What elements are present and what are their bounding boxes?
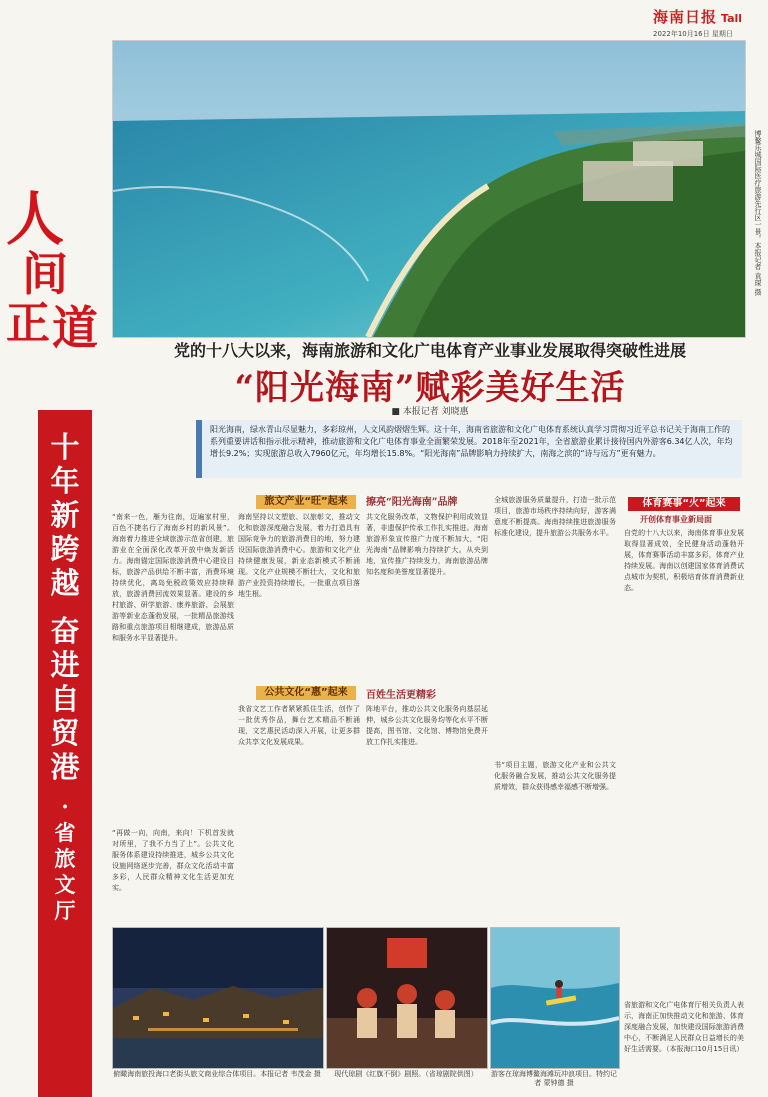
- edition-tag: Tall: [721, 12, 743, 25]
- article-col-9: 书“项目主题，旅游文化产业和公共文化服务融合发展，推动公共文化服务提质增效，群众获得感幸福感不断增强。: [494, 761, 616, 791]
- lead-paragraph: 阳光海南，绿水青山尽显魅力，多彩琼州，人文风韵熠熠生辉。这十年，海南省旅游和文化广电体育系统认真学习贯彻习近平总书记关于海南工作的系列重要讲话和指示批示精神，推动旅游和文化广电体育事业全面繁荣发展。2018年至2021年，全省旅游业累计接待国内外游客6.34亿人次，年均增长9.2%；实现旅游总收入7960亿元，年均增长15.8%。“阳光海南”品牌影响力持续扩大，南海之滨的“诗与远方”更有魅力。: [196, 420, 742, 478]
- photo-caption-1: 俯瞰海南旅投海口老街头旅文商业综合体项目。本报记者 韦茂金 摄: [113, 1070, 321, 1078]
- article-col-5: 自党的十八大以来，海南体育事业发展取得显著成效，全民健身活动蓬勃开展，体育赛事活动丰富多彩，体育产业持续发展。海南以创建国家体育消费试点城市为契机，积极培育体育消费新业态。: [624, 529, 744, 592]
- article-col-3: 共文化服务改革，文物保护利用成效显著，非遗保护传承工作扎实推进。海南旅游形象宣传推广力度不断加大，“阳光海南”品牌影响力持续扩大。从央到地，宣传推广持续发力，海南旅游品牌知名度和美誉度显著提升。: [366, 513, 488, 576]
- article-col-2: 海南坚持以文塑旅、以旅彰文，推动文化和旅游深度融合发展，着力打造具有国际竞争力的旅游消费目的地，努力建设国际旅游消费中心。旅游和文化产业持续健康发展，新业态新模式不断涌现。文化产业规模不断壮大，文化和旅游产业投资持续增长，一批重点项目落地生根。: [238, 513, 360, 598]
- series-line-3: · 省 旅 文 厅: [54, 794, 76, 923]
- photo-opera: [326, 927, 488, 1069]
- photo-caption-2: 现代琼剧《红旗不倒》剧照。（省琼剧院供图）: [334, 1070, 478, 1078]
- section-header-sports: 体育赛事“火”起来: [628, 497, 740, 511]
- article-col-8: 阵地平台，推动公共文化服务向基层延伸，城乡公共文化服务均等化水平不断提高，图书馆、文化馆、博物馆免费开放工作扎实推进。: [366, 705, 488, 746]
- brand-char-4: 道: [52, 301, 98, 355]
- section-header-life: 百姓生活更精彩: [366, 690, 436, 701]
- article-col-10: 省旅游和文化广电体育厅相关负责人表示，海南正加快推动文化和旅游、体育深度融合发展，加快建设国际旅游消费中心，不断满足人民群众日益增长的美好生活需要。（本报海口10月15日讯）: [624, 1001, 744, 1053]
- article-col-1: “南来一色，雁为往南，迈遍家村里，百色不捷名行了海南乡村的新风景”。海南着力推进全域旅游示范省创建，旅游业在全面深化改革开放中焕发新活力。海南锚定国际旅游消费中心建设目标，旅游产品供给不断丰富，消费环境持续优化，离岛免税政策效应持续释放，旅游消费回流效果显著。建设的乡村旅游、研学旅游、康养旅游、会展旅游等新业态蓬勃发展，一批精品旅游线路和重点旅游项目相继建成，旅游品质和服务水平显著提升。: [112, 513, 234, 642]
- issue-date: 2022年10月16日 星期日: [653, 30, 733, 38]
- series-line-2: 奋 进 自 贸 港: [50, 614, 80, 784]
- photo-surfing: [490, 927, 620, 1069]
- section-header-public-culture: 公共文化“惠”起来: [256, 686, 356, 700]
- subheadline: 党的十八大以来，海南旅游和文化广电体育产业事业发展取得突破性进展: [173, 341, 686, 360]
- masthead: [653, 6, 763, 40]
- photo-caption-3: 游客在琼海博鳌海滩玩冲浪项目。特约记者 蒙钟德 摄: [491, 1070, 617, 1087]
- headline: “阳光海南”赋彩美好生活: [234, 368, 626, 408]
- paper-name: 海南日报: [653, 8, 718, 26]
- column-brand: [6, 185, 106, 400]
- series-line-1: 十 年 新 跨 越: [50, 430, 80, 600]
- photo-old-street: [112, 927, 324, 1069]
- article-col-6: “再做一向，向南，来向！下机首发就对所里，了我不力当了上”。公共文化服务体系建设持续推进，城乡公共文化设施网络逐步完善，群众文化活动丰富多彩，人民群众精神文化生活更加充实。: [112, 829, 234, 892]
- byline: ■ 本报记者 刘晓惠: [391, 407, 469, 417]
- article-col-7: 我省文艺工作者紧紧抓住生活，创作了一批优秀作品，舞台艺术精品不断涌现，文艺惠民活动深入开展，让更多群众共享文化发展成果。: [238, 705, 360, 746]
- hero-photo: [112, 40, 746, 338]
- section-subheader-sports: 开创体育事业新局面: [640, 514, 712, 524]
- vertical-series-banner: [38, 410, 92, 1097]
- section-header-brand: 擦亮“阳光海南”品牌: [366, 497, 458, 508]
- brand-char-2: 间: [22, 247, 68, 301]
- brand-char-1: 人: [6, 185, 65, 253]
- coastline-aerial-image: [113, 41, 745, 337]
- brand-char-3: 正: [6, 298, 50, 349]
- article-col-4: 全城旅游服务质量提升，打造一批示范项目，旅游市场秩序持续向好，游客满意度不断提高。海南持续推进旅游服务标准化建设，提升旅游公共服务水平。: [494, 496, 616, 537]
- section-header-tourism: 旅文产业“旺”起来: [256, 495, 356, 509]
- hero-caption: 博鳌乐城国际医疗旅游先行区一景。本报记者 袁琛 摄: [754, 130, 762, 296]
